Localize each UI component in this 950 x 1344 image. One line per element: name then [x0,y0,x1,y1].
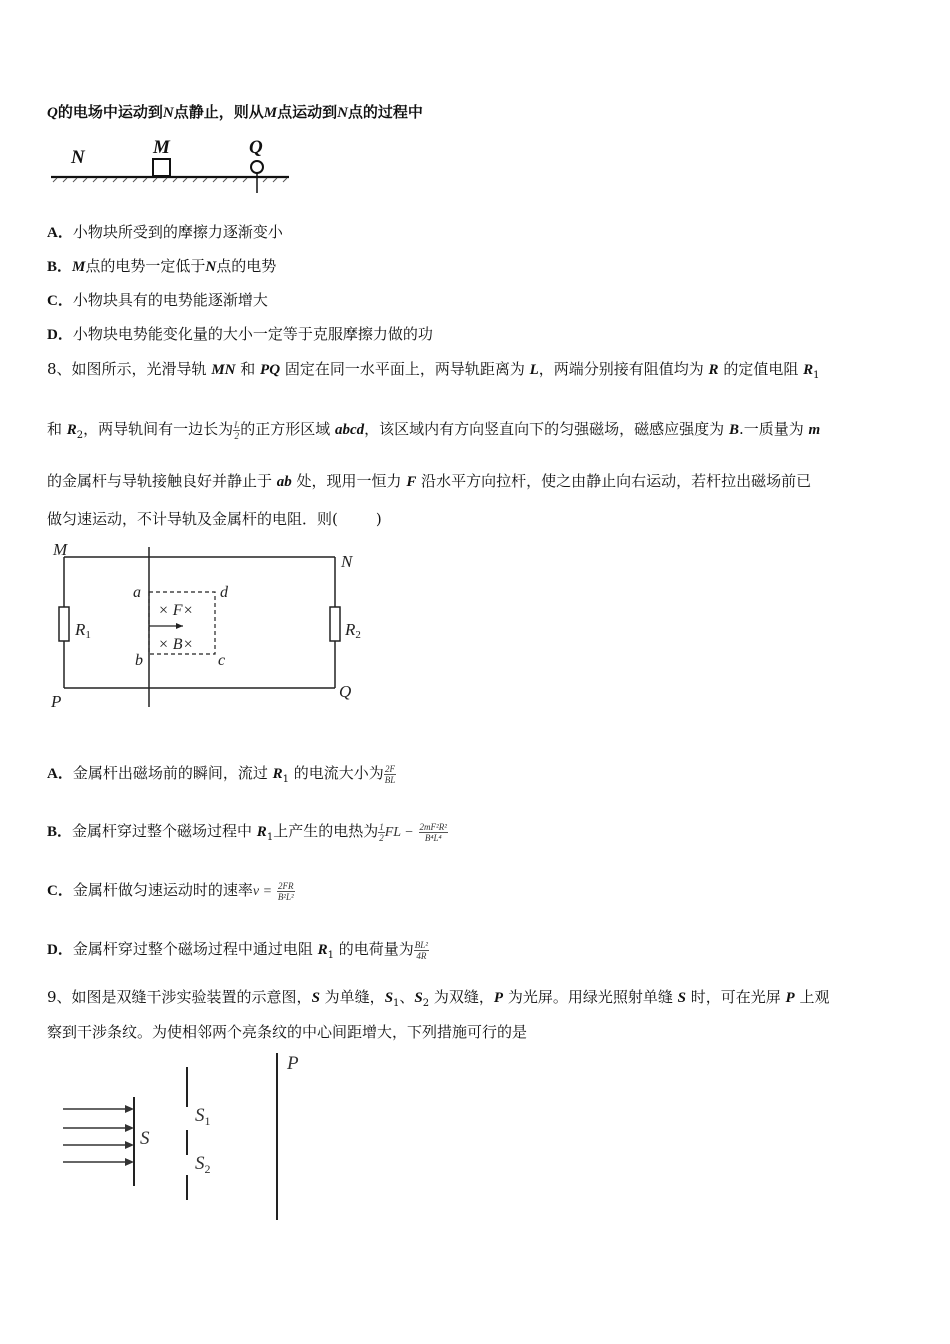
label-r1: R1 [75,620,91,641]
label-n: N [341,552,353,571]
fraction-half: $\frac{1}{2}$ [379,821,384,843]
q9-stem-line2: 察到干涉条纹。为使相邻两个亮条纹的中心间距增大，下列措施可行的是 [47,1023,528,1041]
label-b: b [135,652,143,669]
q7-option-d: D．小物块电势能变化量的大小一定等于克服摩擦力做的功 [47,325,433,343]
label-q: Q [249,137,263,158]
q8-option-d: D．金属杆穿过整个磁场过程中通过电阻 $R_1$ 的电荷量为 $\frac{\text{BL²}}{4R}$ [47,939,428,961]
q7-figure [45,135,295,197]
q8-stem-line2: 和 $R_2$，两导轨间有一边长为 $\frac{L}{2}$ 的正方形区域 abcd，该区域内有方向竖直向下的匀强磁场，磁感应强度为 B.一质量为 m [47,419,821,441]
label-q: Q [339,682,352,701]
q8-stem-line4: 做匀速运动，不计导轨及金属杆的电阻．则( ) [47,510,382,528]
label-d: d [220,584,228,601]
label-n: N [71,147,85,168]
q8-stem-line1: 8、如图所示，光滑导轨 MN 和 PQ 固定在同一水平面上，两导轨距离为 L，两端分别接有阻值均为 R 的定值电阻 $R_1$ [47,360,820,381]
fraction-heat: $\frac{\text{2mF²R²}}{\text{B⁴L⁴}}$ [419,821,447,843]
q8-option-a: A．金属杆出磁场前的瞬间，流过 $R_1$ 的电流大小为 $\frac{2F}{BL}$ [47,763,396,785]
fraction-charge: $\frac{\text{BL²}}{4R}$ [414,939,428,961]
q7-option-c: C．小物块具有的电势能逐渐增大 [47,291,268,309]
label-p: P [287,1053,299,1074]
label-c: c [218,652,226,669]
label-m: M [153,137,170,158]
q8-stem-line3: 的金属杆与导轨接触良好并静止于 ab 处，现用一恒力 F 沿水平方向拉杆，使之由静止向右运动，若杆拉出磁场前已 [47,472,812,490]
label-a: a [133,584,141,601]
field-row-2: × B× [158,636,194,653]
q9-double-slit-figure [55,1045,315,1225]
charge-q [251,161,263,173]
q9-stem-line1: 9、如图是双缝干涉实验装置的示意图，S 为单缝，$S_1$、$S_2$ 为双缝，P 为光屏。用绿光照射单缝 S 时，可在光屏 P 上观 [47,988,830,1009]
block-m [153,159,170,176]
q7-option-a: A．小物块所受到的摩擦力逐渐变小 [47,223,283,241]
label-s1: $S_1$ [195,1105,211,1128]
q7-intro: Q的电场中运动到N点静止，则从M点运动到N点的过程中 [47,103,423,121]
label-m: M [53,540,68,559]
label-r2: R2 [345,620,361,641]
q8-circuit-figure [45,535,375,715]
label-p: P [51,692,62,711]
q7-option-b: B．M点的电势一定低于N点的电势 [47,257,277,275]
fraction-l-over-2: $\frac{L}{2}$ [234,419,240,441]
q8-option-c: C．金属杆做匀速运动时的速率v = $\frac{2FR}{\text{B²L²}}$ [47,880,294,902]
label-s2: $S_2$ [195,1153,211,1176]
q8-option-b: B．金属杆穿过整个磁场过程中 $R_1$上产生的电热为 $\frac{1}{2}$ FL − $\frac{\text{2mF²R²}}{\text{B⁴L⁴}}$ [47,821,447,843]
fraction-speed: $\frac{2FR}{\text{B²L²}}$ [277,880,294,902]
label-s: S [140,1128,150,1149]
fraction-2f-bl: $\frac{2F}{BL}$ [384,763,396,785]
field-row-1: × F× [158,602,194,619]
